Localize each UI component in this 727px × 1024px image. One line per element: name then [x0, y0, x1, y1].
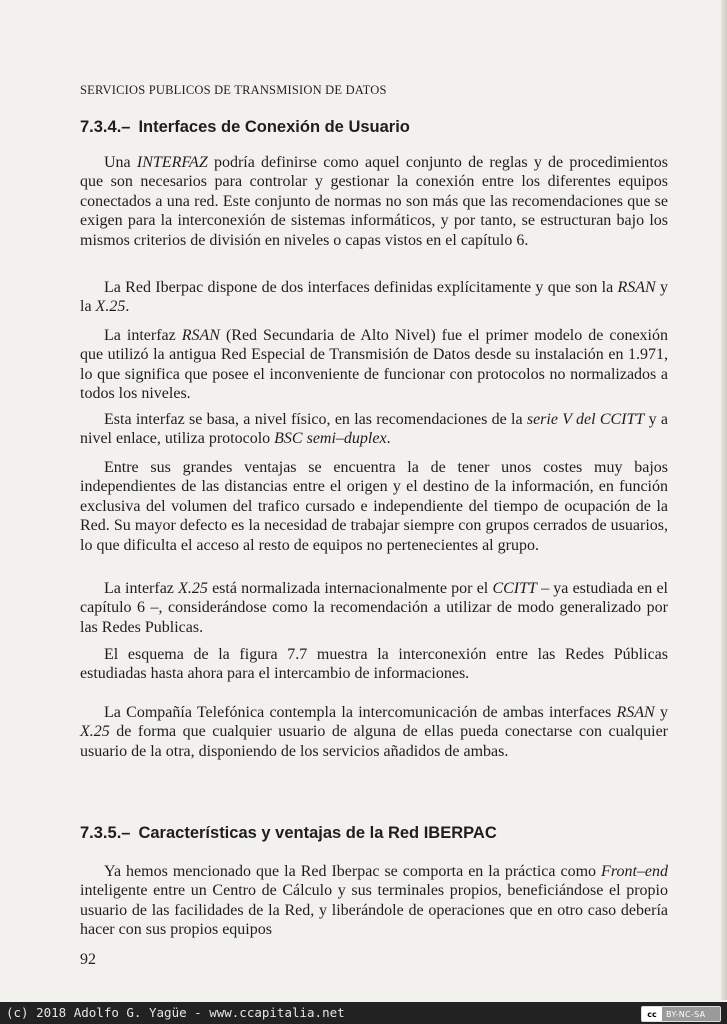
italic-term: RSAN	[616, 704, 655, 721]
footer-bar	[0, 1002, 727, 1024]
paragraph: La Red Iberpac dispone de dos interfaces definidas explícitamente y que son la RSAN y la X.25.	[80, 279, 669, 316]
paragraph: Ya hemos mencionado que la Red Iberpac se comporta en la práctica como Front–end inteligente entre un Centro de Cálculo y sus terminales propios, beneficiándose el propio usuario de las facilidades de la Red, y liberándole de operaciones que en otro caso debería hacer con sus propios equipos	[80, 863, 668, 939]
italic-term: RSAN	[181, 327, 220, 344]
paragraph: La Compañía Telefónica contempla la intercomunicación de ambas interfaces RSAN y X.25 de forma que cualquier usuario de alguna de ellas pueda conectarse con cualquier usuario de la otra, disponiendo de los servicios añadidos de ambas.	[80, 704, 668, 760]
section-title: Interfaces de Conexión de Usuario	[138, 118, 410, 136]
italic-term: CCITT	[492, 580, 537, 597]
section-title: Características y ventajas de la Red IBERPAC	[138, 824, 497, 842]
page-number: 92	[80, 951, 96, 968]
cc-license-badge	[641, 1006, 721, 1022]
section-number: 7.3.4.–	[80, 118, 131, 136]
italic-term: BSC semi–duplex	[274, 430, 387, 448]
license-label: BY-NC-SA	[666, 1009, 706, 1019]
section-number: 7.3.5.–	[80, 824, 131, 842]
copyright-credit: (c) 2018 Adolfo G. Yagüe - www.ccapitalia.net	[6, 1005, 345, 1020]
section-heading-7-3-5	[80, 824, 497, 843]
cc-icon: cc	[642, 1007, 662, 1021]
paragraph: La interfaz RSAN (Red Secundaria de Alto Nivel) fue el primer modelo de conexión que utilizó la antigua Red Especial de Transmisión de Datos desde su instalación en 1.971, lo que significa que posee el inconveniente de funcionar con protocolos no normalizados a todos los niveles.	[80, 327, 668, 403]
paragraph: Entre sus grandes ventajas se encuentra la de tener unos costes muy bajos independientes de las distancias entre el origen y el destino de la información, en función exclusiva del volumen del trafico cursado e independiente del tiempo de ocupación de la Red. Su mayor defecto es la necesidad de trabajar siempre con grupos cerrados de usuarios, lo que dificulta el acceso al resto de equipos no pertenecientes al grupo.	[80, 459, 668, 554]
italic-term: Front–end	[601, 863, 668, 880]
italic-term: X.25	[178, 580, 208, 597]
italic-term: RSAN	[617, 279, 656, 296]
running-header: SERVICIOS PUBLICOS DE TRANSMISION DE DATOS	[80, 83, 387, 97]
paragraph: El esquema de la figura 7.7 muestra la interconexión entre las Redes Públicas estudiadas hasta ahora para el intercambio de informaciones.	[80, 646, 668, 683]
italic-term: X.25	[95, 298, 126, 316]
paragraph: Esta interfaz se basa, a nivel físico, en las recomendaciones de la serie V del CCITT y a nivel enlace, utiliza protocolo BSC semi–duplex.	[80, 411, 668, 448]
page-edge	[721, 0, 727, 1000]
paragraph: La interfaz X.25 está normalizada internacionalmente por el CCITT – ya estudiada en el capítulo 6 –, considerándose como la recomendación a utilizar de modo generalizado por las Redes Publicas.	[80, 580, 669, 636]
italic-term: X.25	[80, 723, 110, 741]
section-heading-7-3-4	[80, 118, 410, 137]
italic-term: serie V del CCITT	[526, 411, 645, 428]
italic-term: INTERFAZ	[136, 154, 208, 171]
paragraph: Una INTERFAZ podría definirse como aquel conjunto de reglas y de procedimientos que son necesarios para controlar y gestionar la conexión entre los diferentes equipos conectados a una red. Este conjunto de normas no son más que las recomendaciones que se exigen para la interconexión de sistemas informáticos, y por tanto, se estructuran bajo los mismos criterios de división en niveles o capas vistos en el capítulo 6.	[80, 154, 669, 249]
